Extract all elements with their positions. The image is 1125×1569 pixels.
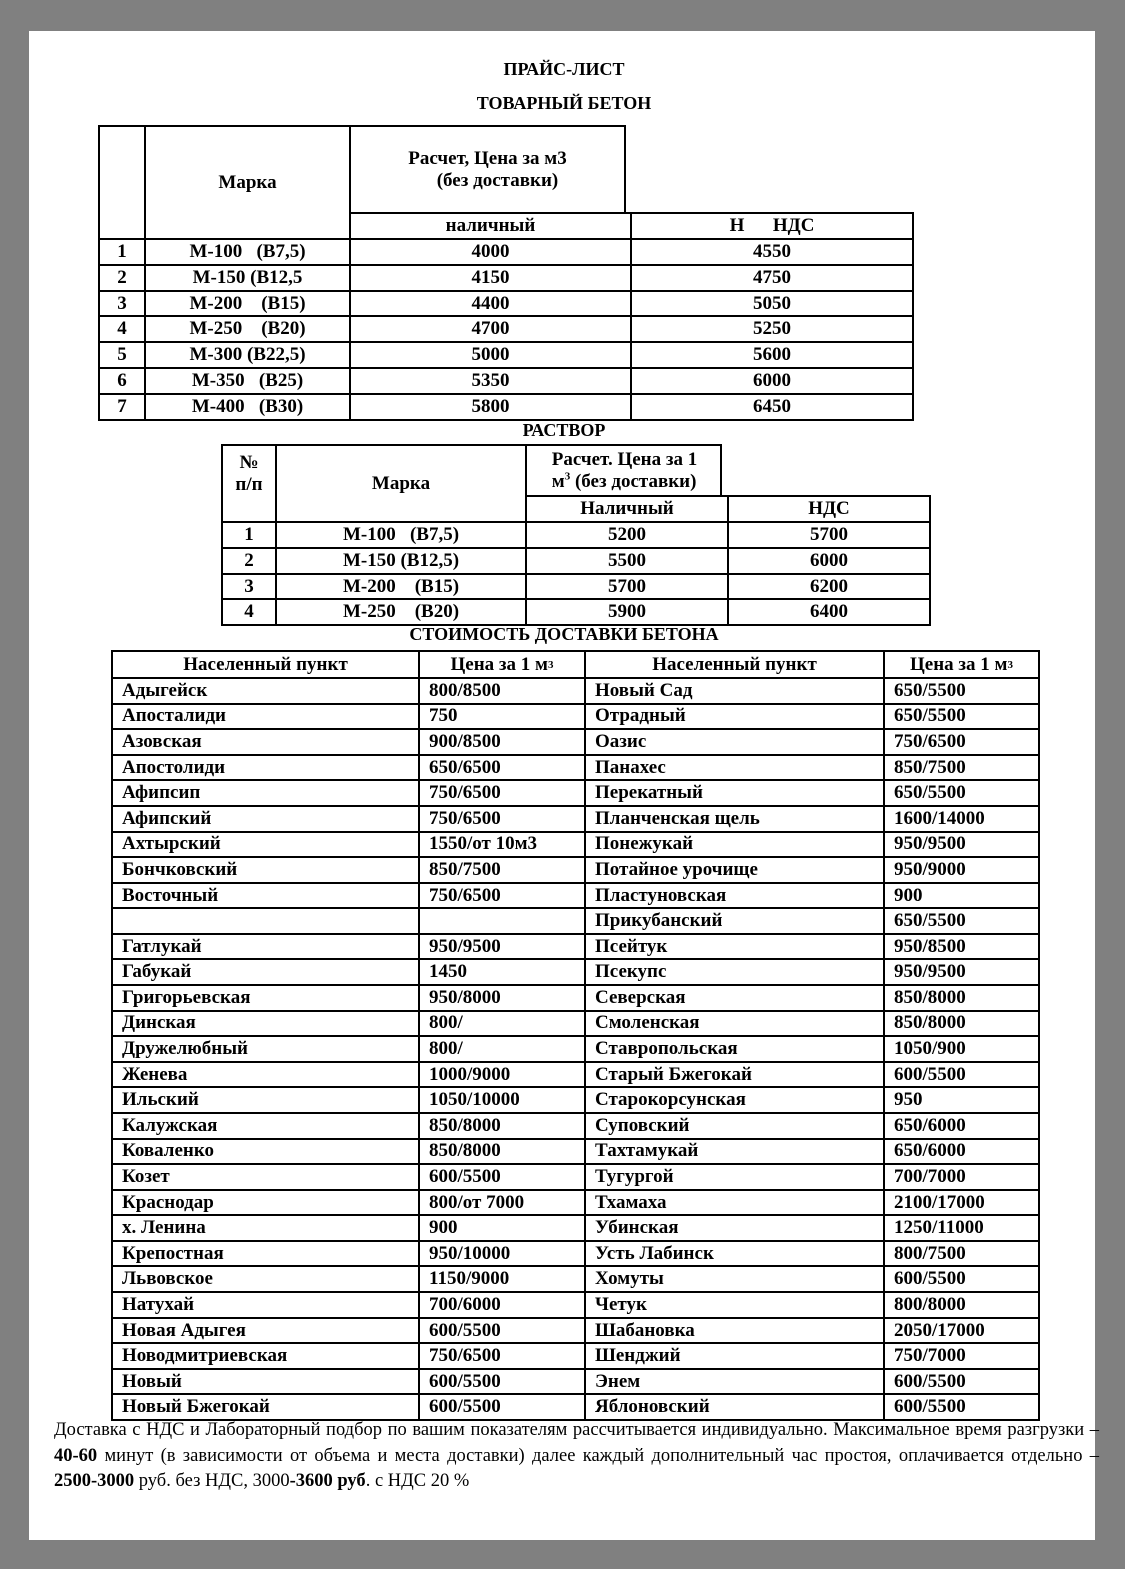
row-place-right: Оазис	[584, 728, 885, 756]
row-vat-price: 5600	[630, 341, 914, 369]
row-number: 7	[98, 393, 146, 421]
row-price-right: 1250/11000	[883, 1214, 1040, 1242]
row-place-left: Григорьевская	[111, 984, 420, 1012]
row-price-right: 950/9000	[883, 856, 1040, 884]
header-price-sup: 3	[564, 470, 571, 483]
row-price-right: 850/7500	[883, 754, 1040, 782]
row-place-right: Псекупс	[584, 958, 885, 986]
row-vat-price: 4550	[630, 238, 914, 266]
header-cash: Наличный	[525, 495, 729, 523]
row-price-right: 1050/900	[883, 1035, 1040, 1063]
row-price-left: 800/	[418, 1010, 586, 1038]
row-price-right: 600/5500	[883, 1393, 1040, 1421]
header-grade: Марка	[144, 125, 351, 240]
row-price-right: 700/7000	[883, 1163, 1040, 1191]
header-price-label: Цена за 1 м	[450, 653, 548, 675]
row-price-left: 750/6500	[418, 779, 586, 807]
row-place-left: Динская	[111, 1010, 420, 1038]
row-place-right: Прикубанский	[584, 907, 885, 935]
row-number: 3	[221, 573, 277, 601]
header-place-right: Населенный пункт	[584, 650, 885, 679]
row-price-left: 900/8500	[418, 728, 586, 756]
row-vat-price: 5050	[630, 290, 914, 318]
row-price-right: 750/7000	[883, 1342, 1040, 1370]
header-num-line2: п/п	[235, 473, 263, 495]
row-place-left: Афипский	[111, 805, 420, 833]
row-price-right: 650/5500	[883, 703, 1040, 731]
row-price-right: 850/8000	[883, 984, 1040, 1012]
row-place-left: Новодмитриевская	[111, 1342, 420, 1370]
row-price-left: 750	[418, 703, 586, 731]
row-cash-price: 5350	[349, 367, 632, 395]
row-place-right: Четук	[584, 1291, 885, 1319]
row-place-left: Ахтырский	[111, 831, 420, 859]
row-number: 1	[221, 521, 277, 549]
note-bold-price-no-vat: 2500-3000	[54, 1471, 135, 1491]
row-place-left: Гатлукай	[111, 933, 420, 961]
row-price-left: 700/6000	[418, 1291, 586, 1319]
document-subtitle: ТОВАРНЫЙ БЕТОН	[476, 93, 652, 113]
row-price-right: 750/6500	[883, 728, 1040, 756]
note-bold-unload-time: 40-60	[54, 1445, 98, 1466]
row-price-left: 800/от 7000	[418, 1189, 586, 1217]
row-place-left: Козет	[111, 1163, 420, 1191]
row-grade: М-200 (В15)	[275, 573, 527, 601]
row-place-left: Адыгейск	[111, 677, 420, 705]
row-place-right: Яблоновский	[584, 1393, 885, 1421]
footer-note	[54, 1418, 1099, 1495]
row-place-left: Апостолиди	[111, 754, 420, 782]
row-number: 3	[98, 290, 146, 318]
row-place-right: Северская	[584, 984, 885, 1012]
row-price-left	[418, 907, 586, 935]
row-grade: М-300 (В22,5)	[144, 341, 351, 369]
row-number: 4	[221, 598, 277, 626]
row-cash-price: 5000	[349, 341, 632, 369]
row-price-left: 800/8500	[418, 677, 586, 705]
row-place-right: Хомуты	[584, 1265, 885, 1293]
row-place-right: Тхамаха	[584, 1189, 885, 1217]
note-text: руб. без НДС, 3000	[134, 1471, 290, 1491]
header-num-line1: №	[239, 451, 259, 473]
row-grade: М-100 (В7,5)	[275, 521, 527, 549]
row-number: 4	[98, 315, 146, 343]
row-vat-price: 6450	[630, 393, 914, 421]
header-price-unit: м	[551, 470, 565, 492]
row-vat-price: 5700	[727, 521, 931, 549]
row-grade: М-100 (В7,5)	[144, 238, 351, 266]
header-price-line1: Расчет, Цена за м3	[408, 147, 567, 169]
row-price-left: 650/6500	[418, 754, 586, 782]
mortar-section-title: РАСТВОР	[522, 420, 606, 440]
row-place-right: Ставропольская	[584, 1035, 885, 1063]
row-vat-price: 5250	[630, 315, 914, 343]
row-grade: М-250 (В20)	[275, 598, 527, 626]
row-place-right: Старый Бжегокай	[584, 1061, 885, 1089]
row-price-right: 1600/14000	[883, 805, 1040, 833]
row-price-left: 1050/10000	[418, 1086, 586, 1114]
row-place-left: Бончковский	[111, 856, 420, 884]
row-place-left: Восточный	[111, 882, 420, 910]
row-cash-price: 4000	[349, 238, 632, 266]
row-price-right: 900	[883, 882, 1040, 910]
row-place-left: Краснодар	[111, 1189, 420, 1217]
row-grade: М-250 (В20)	[144, 315, 351, 343]
row-price-left: 1550/от 10м3	[418, 831, 586, 859]
row-price-left: 850/8000	[418, 1138, 586, 1166]
row-place-right: Энем	[584, 1368, 885, 1396]
header-price-left: Цена за 1 м 3	[418, 650, 586, 679]
row-place-left: Женева	[111, 1061, 420, 1089]
row-price-left: 950/10000	[418, 1240, 586, 1268]
row-place-left: Львовское	[111, 1265, 420, 1293]
row-grade: М-400 (В30)	[144, 393, 351, 421]
row-price-right: 850/8000	[883, 1010, 1040, 1038]
row-place-right: Псейтук	[584, 933, 885, 961]
row-number: 2	[98, 264, 146, 292]
price-list-page	[29, 31, 1099, 1540]
row-price-left: 850/8000	[418, 1112, 586, 1140]
row-cash-price: 5700	[525, 573, 729, 601]
row-price-right: 800/8000	[883, 1291, 1040, 1319]
row-place-right: Понежукай	[584, 831, 885, 859]
row-price-right: 600/5500	[883, 1368, 1040, 1396]
header-price-line2: (без доставки)	[570, 470, 697, 492]
note-text: . с НДС 20 %	[365, 1471, 470, 1491]
row-price-right: 650/5500	[883, 779, 1040, 807]
row-place-left: х. Ленина	[111, 1214, 420, 1242]
row-cash-price: 4700	[349, 315, 632, 343]
row-cash-price: 5900	[525, 598, 729, 626]
row-place-left: Новый	[111, 1368, 420, 1396]
row-vat-price: 6400	[727, 598, 931, 626]
row-place-right: Панахес	[584, 754, 885, 782]
header-number	[221, 444, 277, 523]
row-grade: М-200 (В15)	[144, 290, 351, 318]
row-price-left: 850/7500	[418, 856, 586, 884]
row-place-left: Крепостная	[111, 1240, 420, 1268]
row-grade: М-150 (В12,5	[144, 264, 351, 292]
row-vat-price: 6200	[727, 573, 931, 601]
header-price-line2: (без доставки)	[436, 169, 559, 191]
row-cash-price: 5800	[349, 393, 632, 421]
row-grade: М-350 (В25)	[144, 367, 351, 395]
row-price-left: 750/6500	[418, 882, 586, 910]
row-place-right: Тугургой	[584, 1163, 885, 1191]
row-price-right: 650/5500	[883, 907, 1040, 935]
row-place-left: Азовская	[111, 728, 420, 756]
row-place-right: Старокорсунская	[584, 1086, 885, 1114]
row-number: 6	[98, 367, 146, 395]
row-price-left: 750/6500	[418, 1342, 586, 1370]
row-vat-price: 6000	[727, 547, 931, 575]
header-cash: наличный	[349, 212, 632, 240]
row-vat-price: 4750	[630, 264, 914, 292]
row-price-right: 2100/17000	[883, 1189, 1040, 1217]
row-place-right: Шабановка	[584, 1317, 885, 1345]
row-price-right: 950/9500	[883, 958, 1040, 986]
row-place-left	[111, 907, 420, 935]
row-place-left: Натухай	[111, 1291, 420, 1319]
row-grade: М-150 (В12,5)	[275, 547, 527, 575]
row-price-right: 950/8500	[883, 933, 1040, 961]
row-place-right: Пластуновская	[584, 882, 885, 910]
row-number: 5	[98, 341, 146, 369]
row-price-right: 950/9500	[883, 831, 1040, 859]
row-place-left: Ильский	[111, 1086, 420, 1114]
row-price-right: 950	[883, 1086, 1040, 1114]
row-number: 2	[221, 547, 277, 575]
note-text: Доставка с НДС и Лабораторный подбор по вашим показателям рассчитывается индивидуально. Максимальное время разгрузки –	[54, 1420, 1099, 1440]
row-place-right: Убинская	[584, 1214, 885, 1242]
header-price-group	[525, 444, 722, 497]
row-place-left: Новая Адыгея	[111, 1317, 420, 1345]
row-place-right: Смоленская	[584, 1010, 885, 1038]
row-price-left: 800/	[418, 1035, 586, 1063]
row-price-left: 900	[418, 1214, 586, 1242]
header-price-label: Цена за 1 м	[910, 653, 1008, 675]
row-price-left: 600/5500	[418, 1163, 586, 1191]
document-title: ПРАЙС-ЛИСТ	[503, 59, 625, 79]
row-price-left: 1000/9000	[418, 1061, 586, 1089]
row-price-left: 1150/9000	[418, 1265, 586, 1293]
header-place-left: Населенный пункт	[111, 650, 420, 679]
row-place-right: Усть Лабинск	[584, 1240, 885, 1268]
row-price-right: 650/6000	[883, 1112, 1040, 1140]
note-bold-price-vat: -3600 руб	[289, 1471, 366, 1491]
row-price-left: 1450	[418, 958, 586, 986]
row-price-left: 600/5500	[418, 1368, 586, 1396]
row-place-left: Апосталиди	[111, 703, 420, 731]
row-price-left: 600/5500	[418, 1393, 586, 1421]
row-place-right: Отрадный	[584, 703, 885, 731]
row-price-right: 2050/17000	[883, 1317, 1040, 1345]
row-place-right: Суповский	[584, 1112, 885, 1140]
row-place-right: Планченская щель	[584, 805, 885, 833]
row-cash-price: 5200	[525, 521, 729, 549]
row-price-right: 650/6000	[883, 1138, 1040, 1166]
row-cash-price: 4400	[349, 290, 632, 318]
row-price-left: 600/5500	[418, 1317, 586, 1345]
header-number-blank	[98, 125, 146, 240]
row-place-left: Афипсип	[111, 779, 420, 807]
row-cash-price: 4150	[349, 264, 632, 292]
row-place-right: Перекатный	[584, 779, 885, 807]
header-price-line1: Расчет. Цена за 1	[551, 448, 698, 470]
header-price-right: Цена за 1 м 3	[883, 650, 1040, 679]
delivery-section-title: СТОИМОСТЬ ДОСТАВКИ БЕТОНА	[409, 624, 719, 644]
row-place-left: Габукай	[111, 958, 420, 986]
row-price-left: 950/9500	[418, 933, 586, 961]
note-text: минут (в зависимости от объема и места доставки) далее каждый дополнительный час простоя, оплачивается отдельно –	[97, 1445, 1099, 1466]
row-price-right: 650/5500	[883, 677, 1040, 705]
row-place-right: Тахтамукай	[584, 1138, 885, 1166]
header-vat: НДС	[727, 495, 931, 523]
row-place-left: Коваленко	[111, 1138, 420, 1166]
row-place-right: Шенджий	[584, 1342, 885, 1370]
row-vat-price: 6000	[630, 367, 914, 395]
header-grade: Марка	[275, 444, 527, 523]
row-place-left: Новый Бжегокай	[111, 1393, 420, 1421]
row-place-left: Калужская	[111, 1112, 420, 1140]
row-price-right: 600/5500	[883, 1061, 1040, 1089]
row-price-left: 950/8000	[418, 984, 586, 1012]
row-place-right: Потайное урочище	[584, 856, 885, 884]
row-price-left: 750/6500	[418, 805, 586, 833]
row-place-left: Дружелюбный	[111, 1035, 420, 1063]
row-place-right: Новый Сад	[584, 677, 885, 705]
row-price-right: 800/7500	[883, 1240, 1040, 1268]
row-number: 1	[98, 238, 146, 266]
header-price-group	[349, 125, 626, 214]
header-vat: Н НДС	[630, 212, 914, 240]
row-price-right: 600/5500	[883, 1265, 1040, 1293]
row-cash-price: 5500	[525, 547, 729, 575]
